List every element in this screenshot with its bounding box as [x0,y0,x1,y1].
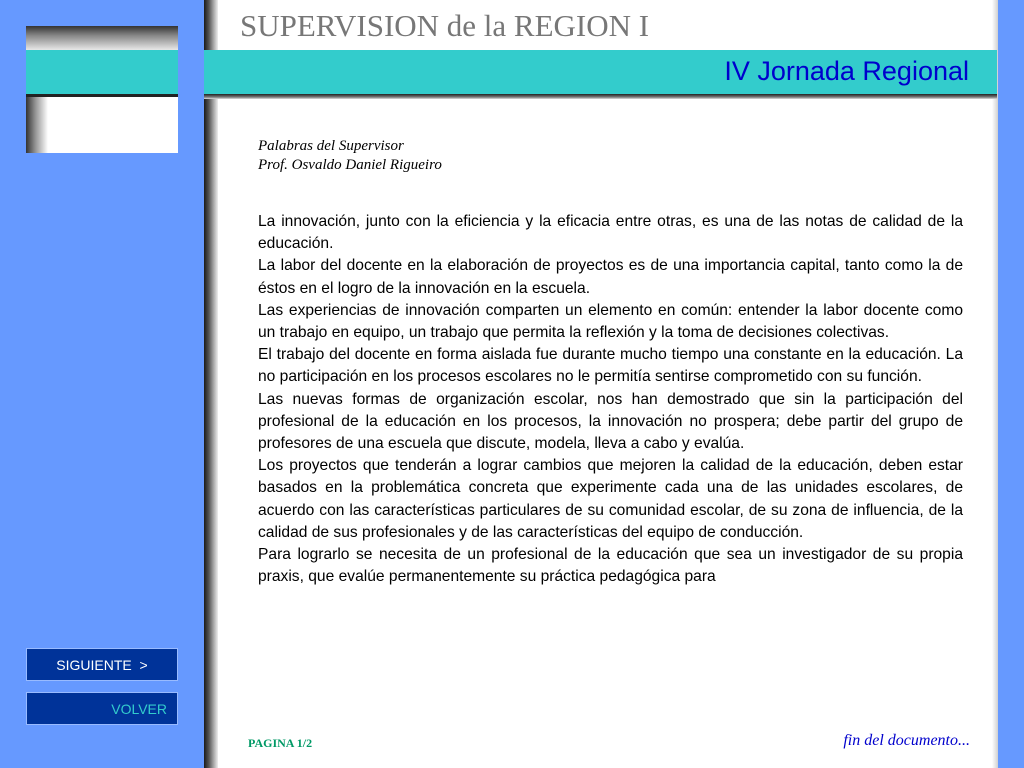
paragraph: El trabajo del docente en forma aislada fue durante mucho tiempo una constante en la educación. La no participación en los procesos escolares no le permitía sentirse comprometido con su función. [258,346,963,386]
end-of-document-label: fin del documento... [843,732,970,749]
logo-top-shade [26,26,178,50]
paragraph: La innovación, junto con la eficiencia y la eficacia entre otras, es una de las notas de calidad de la educación. [258,213,963,253]
page-indicator: PAGINA 1/2 [248,736,313,750]
next-button[interactable] [26,648,178,681]
paragraph: Las nuevas formas de organización escolar, nos han demostrado que sin la participación del profesional de la educación en los procesos, la innovación no prospera; debe partir del grupo de profesores de una escuela que discute, modela, lleva a cabo y evalúa. [258,390,963,453]
right-strip [998,0,1024,768]
logo-lower-panel [26,97,178,153]
byline-role: Palabras del Supervisor [258,138,404,154]
back-button-label: VOLVER [111,700,167,717]
next-button-label: SIGUIENTE > [56,656,148,673]
paragraph: Para lograrlo se necesita de un profesional de la educación que sea un investigador de su propia praxis, que evalúe permanentemente su práctica pedagógica para [258,546,963,586]
body-text [258,211,963,588]
sidebar-shadow [204,0,218,768]
logo-teal-band [26,50,178,97]
right-strip-shadow [992,0,998,768]
page-title: SUPERVISION de la REGION I [240,8,650,43]
paragraph: Los proyectos que tenderán a lograr cambios que mejoren la calidad de la educación, deben estar basados en la problemática concreta que experimente cada una de las unidades escolares, de acuerdo con las características particulares de su comunidad escolar, de su zona de influencia, de la calidad de sus profesionales y de las características del equipo de conducción. [258,457,963,541]
header-band-shadow [204,94,997,99]
back-button[interactable] [26,692,178,725]
paragraph: Las experiencias de innovación comparten un elemento en común: entender la labor docente como un trabajo en equipo, un trabajo que permita la reflexión y la toma de decisiones colectivas. [258,301,963,342]
main-content [258,137,963,588]
page-subtitle: IV Jornada Regional [724,56,969,86]
paragraph: La labor del docente en la elaboración de proyectos es de una importancia capital, tanto como la de éstos en el logro de la innovación en la escuela. [258,257,963,297]
byline-author: Prof. Osvaldo Daniel Rigueiro [258,157,442,173]
